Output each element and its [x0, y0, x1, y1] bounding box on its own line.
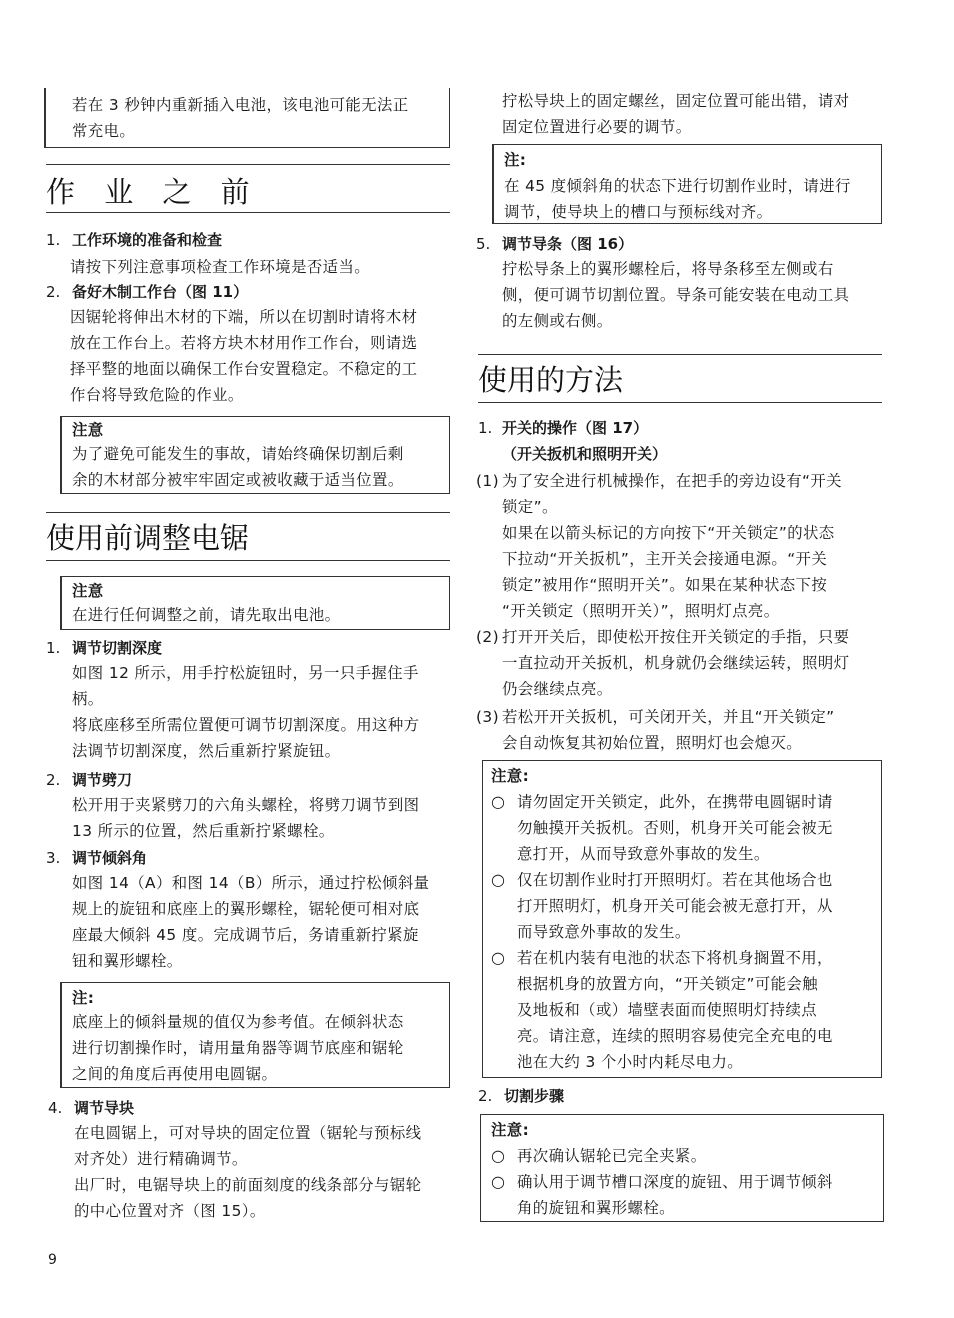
caution-item: 再次确认锯轮已完全夹紧。 — [517, 1147, 707, 1165]
switch-text-1: 为了安全进行机械操作，在把手的旁边设有“开关 锁定”。 如果在以箭头标记的方向按下“开关锁定”的状态 下拉动“开关扳机”，主开关会接通电源。“开关 锁定”被用作“照明开关”。如果在某种状态下按 “开关锁定（照明开关）”，照明灯点亮。 — [502, 472, 842, 620]
item-number: 1. — [46, 639, 61, 657]
caution-item: 请勿固定开关锁定，此外，在携带电圆锯时请 勿触摸开关扳机。否则，机身开关可能会被无 意打开，从而导致意外事故的发生。 — [517, 793, 833, 863]
page-number: 9 — [48, 1252, 57, 1268]
item-text-bevel: 如图 14（A）和图 14（B）所示，通过拧松倾斜量 规上的旋钮和底座上的翼形螺栓，锯轮便可相对底 座最大倾斜 45 度。完成调节后，务请重新拧紧旋 钮和翼形螺栓。 — [72, 874, 430, 970]
sub-number: (2) — [476, 628, 500, 646]
caution-text: 为了避免可能发生的事故，请始终确保切割后剩 余的木材部分被牢牢固定或被收藏于适当位置。 — [72, 445, 404, 489]
item-title-guide-bar: 调节导条（图 16） — [502, 235, 634, 253]
section-title-before-work: 作 业 之 前 — [46, 175, 260, 209]
sub-number: (3) — [476, 708, 500, 726]
switch-text-3: 若松开开关扳机，可关闭开关，并且“开关锁定” 会自动恢复其初始位置，照明灯也会熄灭。 — [502, 708, 835, 752]
caution-box-accident — [60, 416, 450, 494]
caution-title: 注意 — [72, 421, 104, 439]
caution-box-remove-battery — [60, 576, 450, 630]
sub-number: (1) — [476, 472, 500, 490]
item-title-bevel: 调节倾斜角 — [72, 849, 148, 867]
divider — [46, 164, 450, 165]
item-title-environment: 工作环境的准备和检查 — [72, 231, 223, 249]
caution-title: 注意: — [491, 1121, 530, 1139]
item-title-cut-depth: 调节切割深度 — [72, 639, 163, 657]
item-number: 2. — [478, 1087, 493, 1105]
bullet-icon: ○ — [491, 1146, 505, 1165]
note-title: 注: — [504, 151, 527, 169]
bullet-icon: ○ — [491, 870, 505, 889]
divider — [46, 560, 450, 561]
item-number: 5. — [476, 235, 491, 253]
item-number: 2. — [46, 771, 61, 789]
section-title-adjust-saw: 使用前调整电锯 — [46, 521, 250, 555]
item-text-guide: 在电圆锯上，可对导块的固定位置（锯轮与预标线 对齐处）进行精确调节。 出厂时，电锯导块上的前面刻度的线条部分与锯轮 的中心位置对齐（图 15）。 — [74, 1124, 422, 1220]
item-subtitle-switch: （开关扳机和照明开关） — [502, 445, 668, 463]
item-text-guide-bar: 拧松导条上的翼形螺栓后，将导条移至左侧或右 侧，便可调节切割位置。导条可能安装在电动工具 的左侧或右侧。 — [502, 260, 850, 330]
caution-text: 在进行任何调整之前，请先取出电池。 — [72, 606, 341, 624]
item-title-guide: 调节导块 — [74, 1099, 135, 1117]
bullet-icon: ○ — [491, 792, 505, 811]
caution-item: 若在机内装有电池的状态下将机身搁置不用， 根据机身的放置方向，“开关锁定”可能会触 及地板和（或）墙壁表面而使照明灯持续点 亮。请注意，连续的照明容易使完全充电的电 池在大约 3 个小时内耗尽电力。 — [517, 949, 833, 1071]
note-title: 注: — [72, 989, 95, 1007]
item-title-workbench: 备好木制工作台（图 11） — [72, 283, 249, 301]
item-text-cut-depth: 如图 12 所示，用手拧松旋钮时，另一只手握住手 柄。 将底座移至所需位置便可调节切割深度。用这种方 法调节切割深度，然后重新拧紧旋钮。 — [72, 664, 420, 760]
battery-note-box — [44, 88, 450, 148]
caution-item: 仅在切割作业时打开照明灯。若在其他场合也 打开照明灯，机身开关可能会被无意打开，从 而导致意外事故的发生。 — [517, 871, 833, 941]
item-number: 4. — [48, 1099, 63, 1117]
item-text-environment: 请按下列注意事项检查工作环境是否适当。 — [70, 258, 371, 276]
divider — [478, 354, 882, 355]
caution-title: 注意: — [491, 767, 530, 785]
item-number: 1. — [478, 419, 493, 437]
item-number: 3. — [46, 849, 61, 867]
caution-box-cutting — [480, 1114, 884, 1222]
bullet-icon: ○ — [491, 948, 505, 967]
item-text-workbench: 因锯轮将伸出木材的下端，所以在切割时请将木材 放在工作台上。若将方块木材用作工作台，则请选 择平整的地面以确保工作台安置稳定。不稳定的工 作台将导致危险的作业。 — [70, 308, 418, 404]
item-text-riving-knife: 松开用于夹紧劈刀的六角头螺栓，将劈刀调节到图 13 所示的位置，然后重新拧紧螺栓。 — [72, 796, 420, 840]
section-title-usage: 使用的方法 — [478, 363, 624, 397]
note-text: 底座上的倾斜量规的值仅为参考值。在倾斜状态 进行切割操作时，请用量角器等调节底座和锯轮 之间的角度后再使用电圆锯。 — [72, 1013, 404, 1083]
item-title-riving-knife: 调节劈刀 — [72, 771, 133, 789]
item-title-cutting: 切割步骤 — [504, 1087, 565, 1105]
note-text: 在 45 度倾斜角的状态下进行切割作业时，请进行 调节，使导块上的槽口与预标线对齐。 — [504, 177, 851, 221]
battery-note-text: 若在 3 秒钟内重新插入电池，该电池可能无法正 常充电。 — [72, 96, 409, 140]
divider — [478, 402, 882, 403]
caution-item: 确认用于调节槽口深度的旋钮、用于调节倾斜 角的旋钮和翼形螺栓。 — [517, 1173, 833, 1217]
note-box-bevel-gauge — [60, 982, 450, 1088]
item-title-switch: 开关的操作（图 17） — [502, 419, 649, 437]
item-number: 1. — [46, 231, 61, 249]
caution-box-switch — [482, 760, 882, 1078]
guide-continued-text: 拧松导块上的固定螺丝，固定位置可能出错，请对 固定位置进行必要的调节。 — [502, 92, 850, 136]
caution-title: 注意 — [72, 582, 104, 600]
divider — [46, 512, 450, 513]
item-number: 2. — [46, 283, 61, 301]
switch-text-2: 打开开关后，即使松开按住开关锁定的手指，只要 一直拉动开关扳机，机身就仍会继续运转，照明灯 仍会继续点亮。 — [502, 628, 850, 698]
divider — [46, 212, 450, 213]
bullet-icon: ○ — [491, 1172, 505, 1191]
note-box-45-degree — [492, 144, 882, 224]
